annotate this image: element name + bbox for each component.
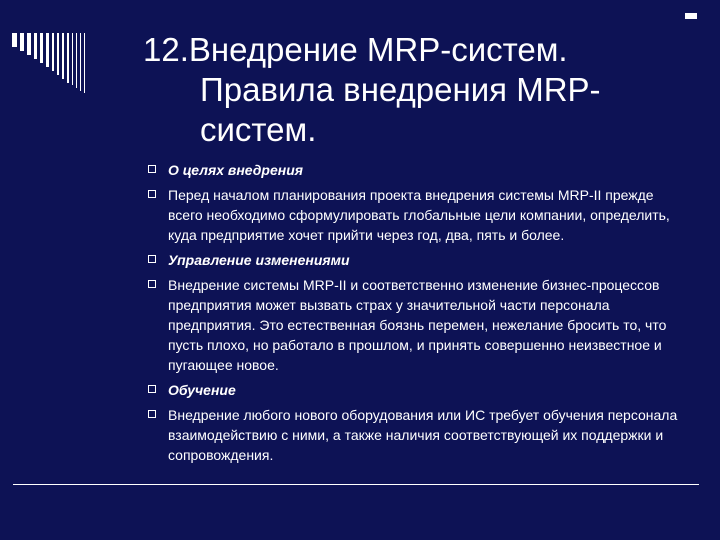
bullet-text: Внедрение любого нового оборудования или ИС требует обучения персонала взаимодействию с ними, а также наличия соответствующей их поддержки и сопровождения. xyxy=(168,407,678,463)
bullet-text: Управление изменениями xyxy=(168,252,350,268)
bullet-text: Перед началом планирования проекта внедрения системы MRP-II прежде всего необходимо сформулировать глобальные цели компании, определить, куда предприятие хочет прийти через год, два, пять и более. xyxy=(168,187,670,243)
title-line-3: систем. xyxy=(200,111,317,148)
title-line-1: 12.Внедрение MRP-систем. xyxy=(143,31,568,68)
bullet-body xyxy=(148,185,688,245)
bullet-text: Внедрение системы MRP-II и соответственно изменение бизнес-процессов предприятия может вызвать страх у значительной части персонала предприятия. Это естественная боязнь перемен, нежелание бросить то, что пусть плохо, но работало в прошлом, и принять совершенно неизвестное и пугающее новое. xyxy=(168,277,667,373)
bullet-list xyxy=(148,160,688,470)
bottom-divider xyxy=(13,484,699,485)
bullet-body xyxy=(148,275,688,375)
square-bullet-icon xyxy=(148,410,156,418)
slide-title xyxy=(143,30,683,150)
bullet-heading xyxy=(148,250,688,270)
bullet-body xyxy=(148,405,688,465)
square-bullet-icon xyxy=(148,190,156,198)
bullet-heading xyxy=(148,380,688,400)
square-bullet-icon xyxy=(148,255,156,263)
square-bullet-icon xyxy=(148,165,156,173)
square-bullet-icon xyxy=(148,280,156,288)
corner-decoration xyxy=(685,13,697,19)
bullet-text: О целях внедрения xyxy=(168,162,303,178)
square-bullet-icon xyxy=(148,385,156,393)
title-line-2: Правила внедрения MRP- xyxy=(200,71,601,108)
bullet-heading xyxy=(148,160,688,180)
bullet-text: Обучение xyxy=(168,382,236,398)
